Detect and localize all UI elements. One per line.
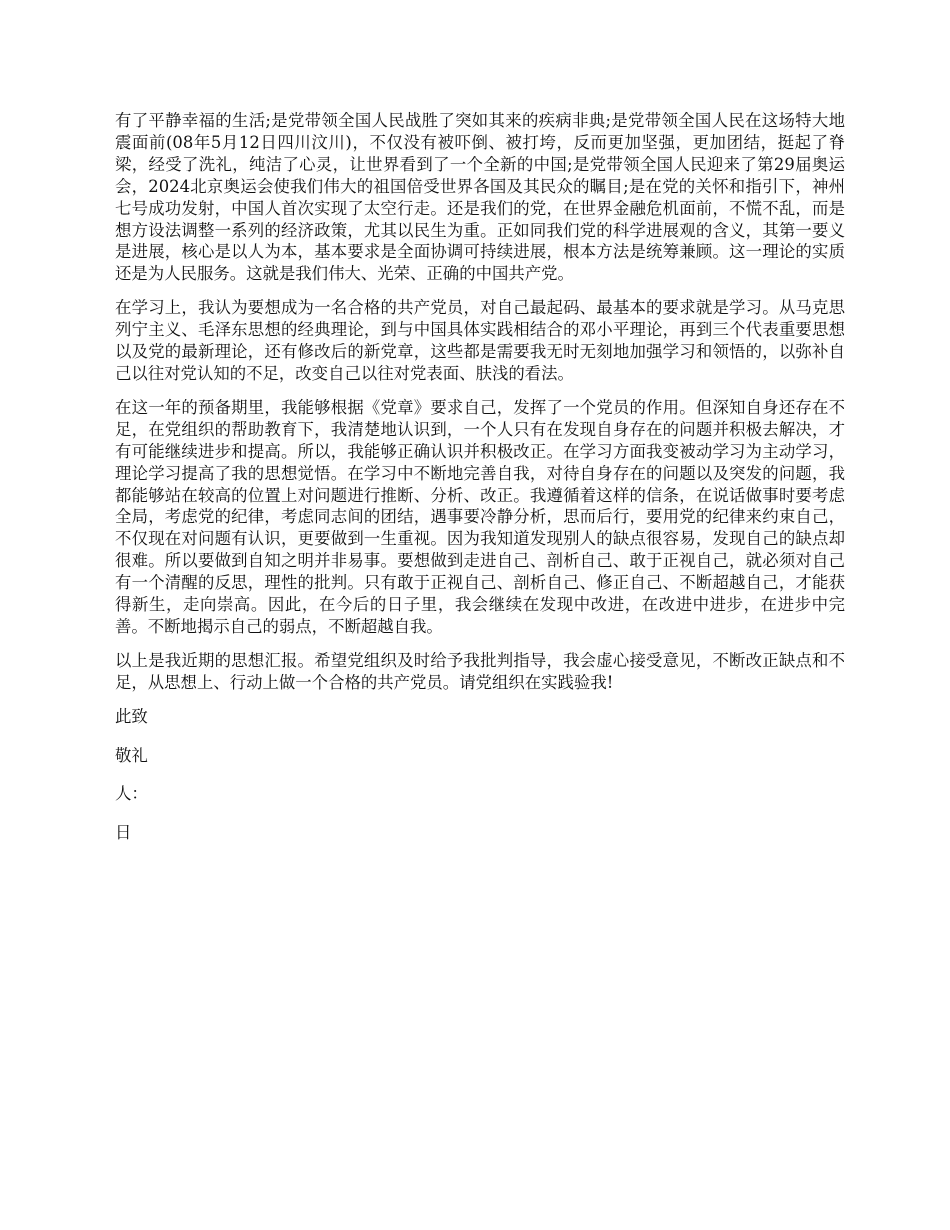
closing-salutation: 此致 [115,706,148,726]
signature-line: 人： [115,784,148,804]
document-page [115,110,845,861]
closing-regards: 敬礼 [115,745,148,765]
body-paragraph-3: 在这一年的预备期里，我能够根据《党章》要求自己，发挥了一个党员的作用。但深知自身还存在不足，在党组织的帮助教育下，我清楚地认识到，一个人只有在发现自身存在的问题并积极去解决，才有可能继续进步和提高。所以，我能够正确认识并积极改正。在学习方面我变被动学习为主动学习，理论学习提高了我的思想觉悟。在学习中不断地完善自我，对待自身存在的问题以及突发的问题，我都能够站在较高的位置上对问题进行推断、分析、改正。我遵循着这样的信条，在说话做事时要考虑全局，考虑党的纪律，考虑同志间的团结，遇事要冷静分析，思而后行，要用党的纪律来约束自己，不仅现在对问题有认识，更要做到一生重视。因为我知道发现别人的缺点很容易，发现自己的缺点却很难。所以要做到自知之明并非易事。要想做到走进自己、剖析自己、敢于正视自己，就必须对自己有一个清醒的反思，理性的批判。只有敢于正视自己、剖析自己、修正自己、不断超越自己，才能获得新生，走向崇高。因此，在今后的日子里，我会继续在发现中改进，在改进中进步，在进步中完善。不断地揭示自己的弱点，不断超越自我。 [115,397,845,636]
body-paragraph-4: 以上是我近期的思想汇报。希望党组织及时给予我批判指导，我会虚心接受意见，不断改正缺点和不足，从思想上、行动上做一个合格的共产党员。请党组织在实践验我! [115,650,845,692]
body-paragraph-2: 在学习上，我认为要想成为一名合格的共产党员，对自己最起码、最基本的要求就是学习。从马克思列宁主义、毛泽东思想的经典理论，到与中国具体实践相结合的邓小平理论，再到三个代表重要思想以及党的最新理论，还有修改后的新党章，这些都是需要我无时无刻地加强学习和领悟的，以弥补自己以往对党认知的不足，改变自己以往对党表面、肤浅的看法。 [115,298,845,383]
date-line: 日 [115,823,132,843]
body-paragraph-1: 有了平静幸福的生活;是党带领全国人民战胜了突如其来的疾病非典;是党带领全国人民在这场特大地震面前(08年5月12日四川汶川)，不仅没有被吓倒、被打垮，反而更加坚强，更加团结，挺起了脊梁，经受了洗礼，纯洁了心灵，让世界看到了一个全新的中国;是党带领全国人民迎来了第29届奥运会，2024北京奥运会使我们伟大的祖国倍受世界各国及其民众的瞩目;是在党的关怀和指引下，神州七号成功发射，中国人首次实现了太空行走。还是我们的党，在世界金融危机面前，不慌不乱，而是想方设法调整一系列的经济政策，尤其以民生为重。正如同我们党的科学进展观的含义，其第一要义是进展，核心是以人为本，基本要求是全面协调可持续进展，根本方法是统筹兼顾。这一理论的实质还是为人民服务。这就是我们伟大、光荣、正确的中国共产党。 [115,111,845,284]
